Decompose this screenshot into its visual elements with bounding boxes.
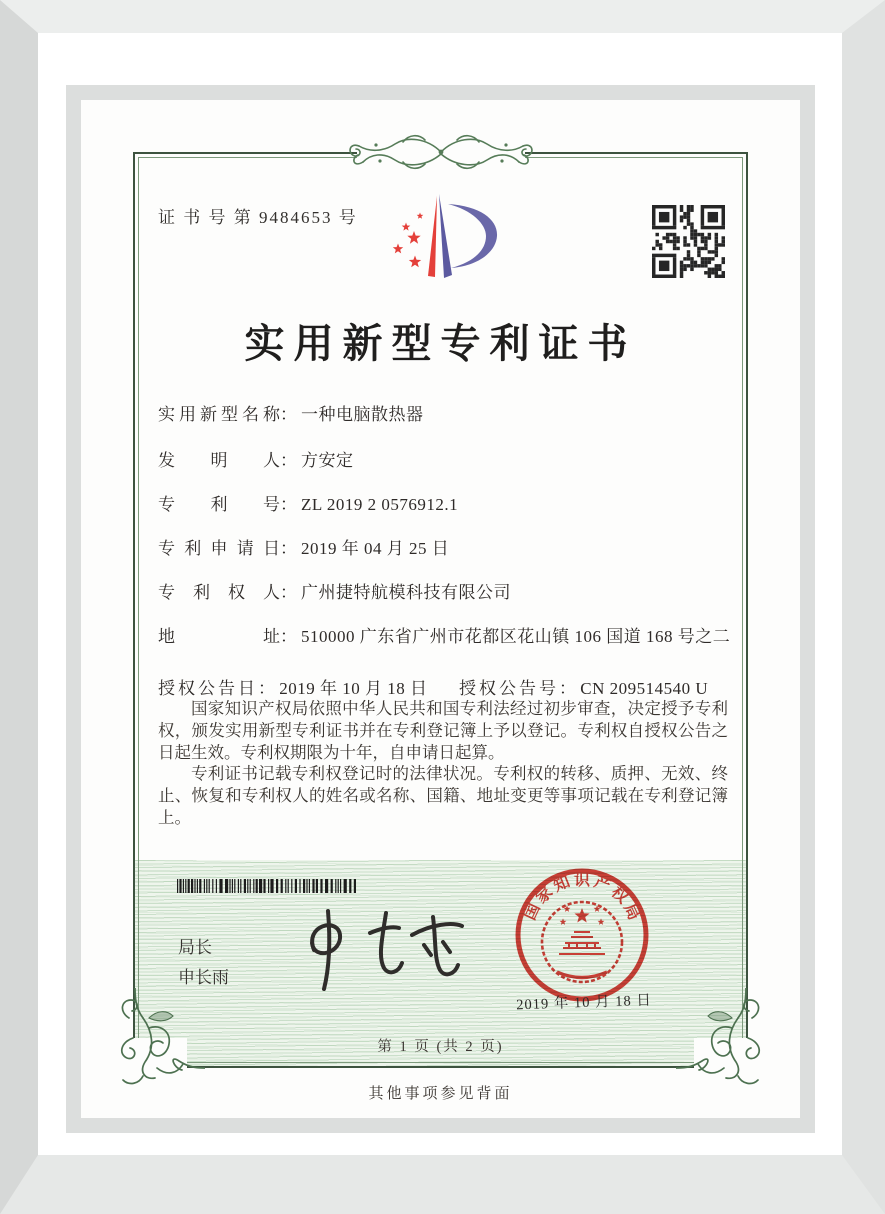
field-label: 专利权人	[158, 583, 280, 602]
colon: ：	[280, 451, 297, 470]
svg-text:权: 权	[607, 883, 632, 908]
director-name: 申长雨	[178, 968, 229, 987]
field-value: 2019 年 04 月 25 日	[301, 539, 450, 558]
certificate-title: 实用新型专利证书	[244, 321, 637, 366]
page-number: 第 1 页 (共 2 页)	[377, 1039, 504, 1055]
grant-date-label: 授权公告日	[158, 679, 258, 698]
back-side-note: 其他事项参见背面	[368, 1086, 513, 1102]
svg-text:识: 识	[573, 872, 591, 889]
svg-text:知: 知	[551, 873, 573, 896]
grant-number-value: CN 209514540 U	[580, 679, 709, 698]
field-value: 一种电脑散热器	[301, 405, 424, 424]
field-label: 发明人	[158, 451, 280, 470]
svg-text:局: 局	[620, 901, 643, 923]
colon: ：	[280, 405, 297, 424]
legal-paragraph-2: 专利证书记载专利权登记时的法律状况。专利权的转移、质押、无效、终止、恢复和专利权人的姓名或名称、国籍、地址变更等事项记载在专利登记簿上。	[158, 764, 728, 827]
field-value: 510000 广东省广州市花都区花山镇 106 国道 168 号之二	[301, 627, 731, 646]
colon: ：	[280, 495, 297, 514]
frame-mat	[66, 85, 815, 1133]
svg-text:产: 产	[591, 873, 613, 896]
svg-text:国: 国	[521, 901, 544, 923]
field-label: 地址	[158, 627, 280, 646]
field-label: 实用新型名称	[158, 405, 280, 424]
colon: ：	[280, 583, 297, 602]
field-label: 专利号	[158, 495, 280, 514]
grant-date-value: 2019 年 10 月 18 日	[279, 679, 428, 698]
field-value: ZL 2019 2 0576912.1	[301, 495, 459, 514]
grant-number-label: 授权公告号	[459, 679, 559, 698]
colon: ：	[559, 679, 576, 698]
svg-text:家: 家	[532, 883, 557, 908]
colon: ：	[258, 679, 275, 698]
legal-paragraph-1: 国家知识产权局依照中华人民共和国专利法经过初步审查，决定授予专利权，颁发实用新型专利证书并在专利登记簿上予以登记。专利权自授权公告之日起生效。专利权期限为十年，自申请日起算。	[158, 699, 728, 762]
field-label: 专利申请日	[158, 539, 280, 558]
seal-date: 2019 年 10 月 18 日	[516, 992, 653, 1014]
colon: ：	[280, 539, 297, 558]
field-value: 广州捷特航模科技有限公司	[301, 583, 511, 602]
certificate-number: 证 书 号 第 9484653 号	[158, 208, 358, 227]
director-title: 局长	[178, 938, 212, 957]
colon: ：	[280, 627, 297, 646]
field-value: 方安定	[301, 451, 354, 470]
